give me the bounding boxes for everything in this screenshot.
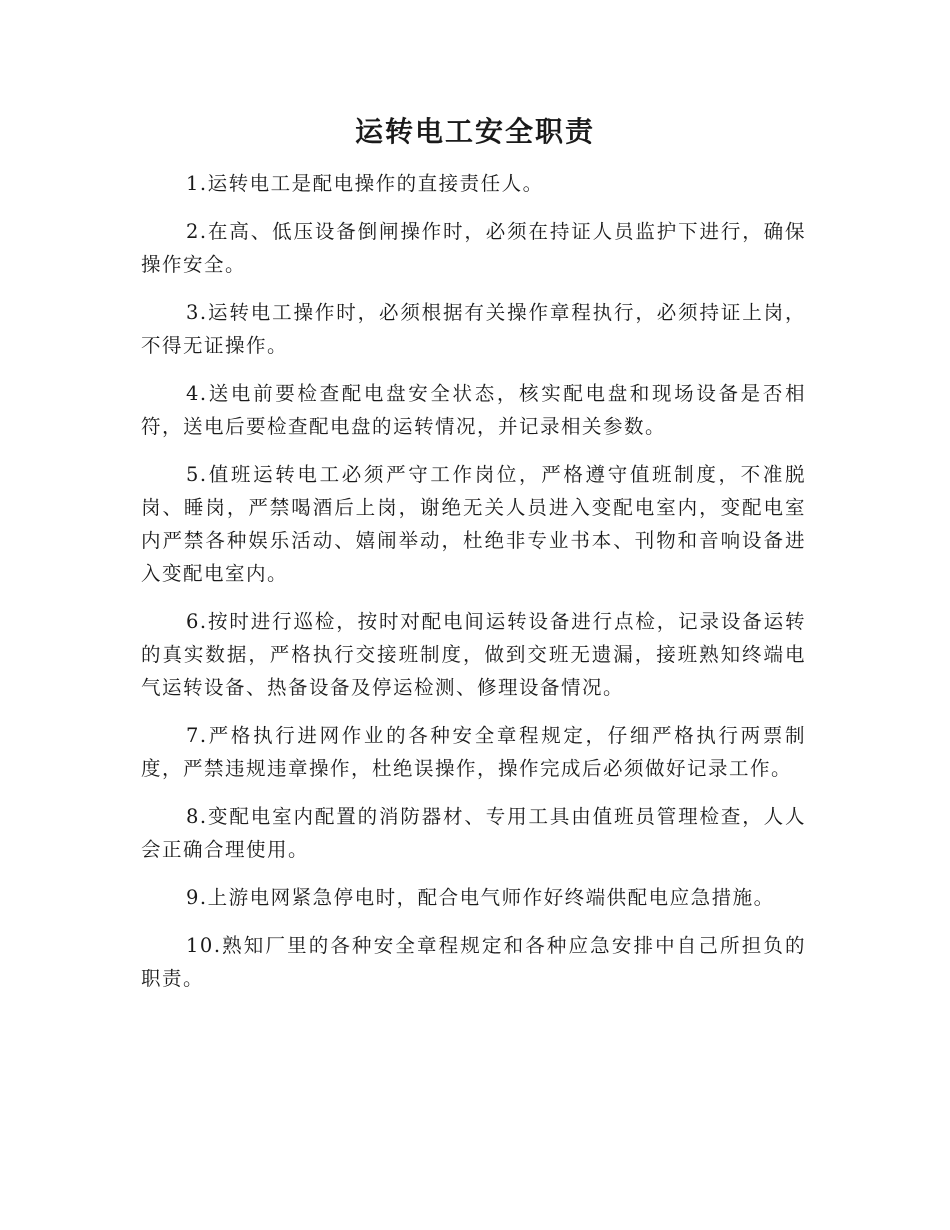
- paragraph-7: 7.严格执行进网作业的各种安全章程规定，仔细严格执行两票制度，严禁违规违章操作，杜绝误操作，操作完成后必须做好记录工作。: [141, 724, 806, 780]
- document-title: 运转电工安全职责: [354, 115, 595, 148]
- paragraph-4: 4.送电前要检查配电盘安全状态，核实配电盘和现场设备是否相符，送电后要检查配电盘的运转情况，并记录相关参数。: [141, 382, 806, 438]
- paragraph-10: 10.熟知厂里的各种安全章程规定和各种应急安排中自己所担负的职责。: [141, 934, 806, 990]
- paragraph-3: 3.运转电工操作时，必须根据有关操作章程执行，必须持证上岗，不得无证操作。: [141, 301, 806, 357]
- paragraph-6: 6.按时进行巡检，按时对配电间运转设备进行点检，记录设备运转的真实数据，严格执行交接班制度，做到交班无遗漏，接班熟知终端电气运转设备、热备设备及停运检测、修理设备情况。: [141, 610, 806, 699]
- document-body: [141, 167, 806, 1010]
- paragraph-8: 8.变配电室内配置的消防器材、专用工具由值班员管理检查，人人会正确合理使用。: [141, 805, 806, 861]
- paragraph-9: 9.上游电网紧急停电时，配合电气师作好终端供配电应急措施。: [186, 886, 775, 909]
- paragraph-1: 1.运转电工是配电操作的直接责任人。: [186, 172, 544, 195]
- paragraph-2: 2.在高、低压设备倒闸操作时，必须在持证人员监护下进行，确保操作安全。: [141, 220, 806, 276]
- paragraph-5: 5.值班运转电工必须严守工作岗位，严格遵守值班制度，不准脱岗、睡岗，严禁喝酒后上岗，谢绝无关人员进入变配电室内，变配电室内严禁各种娱乐活动、嬉闹举动，杜绝非专业书本、刊物和音响设备进入变配电室内。: [141, 463, 806, 585]
